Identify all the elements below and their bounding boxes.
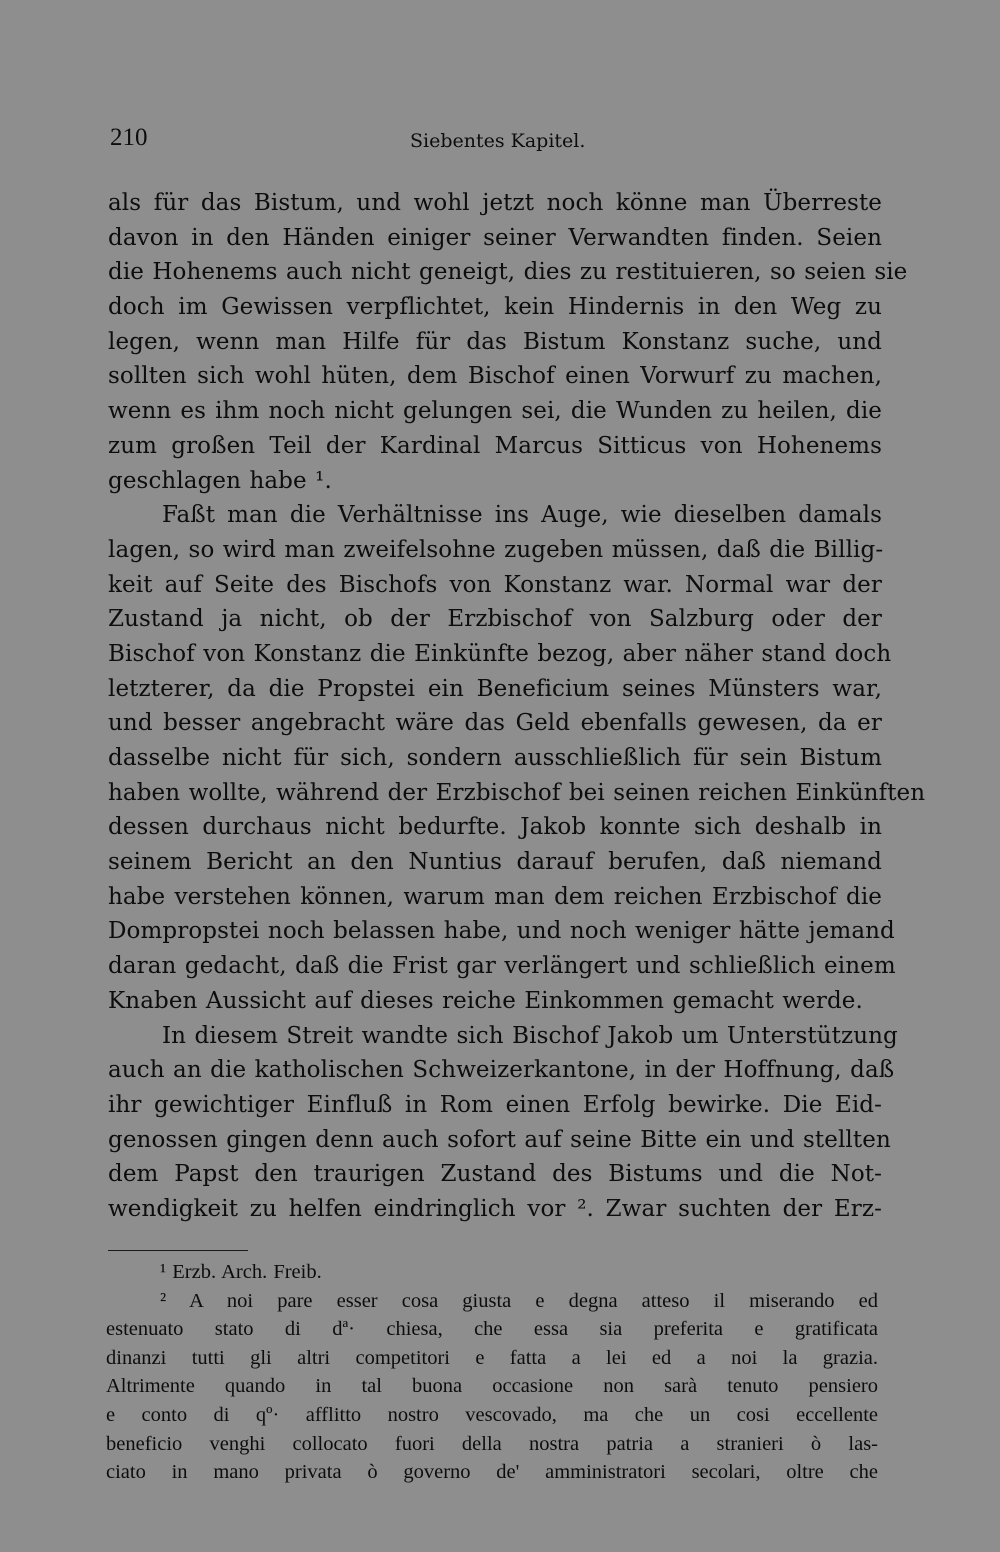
text-line: daran gedacht, daß die Frist gar verlängert und schließlich einem — [108, 953, 896, 980]
text-line: Faßt man die Verhältnisse ins Auge, wie dieselben damals — [162, 502, 882, 529]
text-line: Zustand ja nicht, ob der Erzbischof von Salzburg oder der — [108, 606, 882, 633]
footnote-line: ² A noi pare esser cosa giusta e degna atteso il miserando ed — [160, 1289, 878, 1312]
text-line: geschlagen habe ¹. — [108, 467, 332, 494]
text-line: legen, wenn man Hilfe für das Bistum Konstanz suche, und — [108, 328, 882, 355]
text-line: letzterer, da die Propstei ein Beneficium seines Münsters war, — [108, 675, 882, 702]
text-line: zum großen Teil der Kardinal Marcus Sitticus von Hohenems — [108, 432, 882, 459]
footnote-line: ¹ Erzb. Arch. Freib. — [160, 1261, 322, 1283]
footnote-line: beneficio venghi collocato fuori della nostra patria a stranieri ò las- — [106, 1432, 878, 1455]
running-head: Siebentes Kapitel. — [410, 130, 586, 152]
text-line: auch an die katholischen Schweizerkantone, in der Hoffnung, daß — [108, 1057, 895, 1084]
text-line: die Hohenems auch nicht geneigt, dies zu restituieren, so seien sie — [108, 259, 908, 286]
footnote-divider — [108, 1250, 248, 1251]
text-line: sollten sich wohl hüten, dem Bischof einen Vorwurf zu machen, — [108, 363, 882, 390]
text-line: als für das Bistum, und wohl jetzt noch könne man Überreste — [108, 190, 882, 216]
text-line: Bischof von Konstanz die Einkünfte bezog, aber näher stand doch — [108, 640, 892, 667]
footnote-line: dinanzi tutti gli altri competitori e fatta a lei ed a noi la grazia. — [106, 1346, 878, 1369]
text-line: Dompropstei noch belassen habe, und noch weniger hätte jemand — [108, 918, 895, 945]
text-line: dem Papst den traurigen Zustand des Bistums und die Not- — [108, 1161, 882, 1188]
text-line: haben wollte, während der Erzbischof bei seinen reichen Einkünften — [108, 779, 926, 806]
footnote-line: ciato in mano privata ò governo de' amministratori secolari, oltre che — [106, 1461, 878, 1484]
text-line: und besser angebracht wäre das Geld ebenfalls gewesen, da er — [108, 710, 882, 737]
page-number: 210 — [110, 124, 148, 151]
footnotes — [106, 1258, 878, 1487]
text-line: wendigkeit zu helfen eindringlich vor ². Zwar suchten der Erz- — [108, 1195, 882, 1222]
text-line: keit auf Seite des Bischofs von Konstanz war. Normal war der — [108, 571, 882, 598]
text-line: ihr gewichtiger Einfluß in Rom einen Erfolg bewirke. Die Eid- — [108, 1091, 882, 1118]
text-line: davon in den Händen einiger seiner Verwandten finden. Seien — [108, 224, 882, 251]
text-line: habe verstehen können, warum man dem reichen Erzbischof die — [108, 883, 882, 910]
text-line: Knaben Aussicht auf dieses reiche Einkommen gemacht werde. — [108, 987, 863, 1014]
footnote-line: estenuato stato di dª· chiesa, che essa sia preferita e gratificata — [106, 1318, 878, 1341]
text-line: wenn es ihm noch nicht gelungen sei, die Wunden zu heilen, die — [108, 398, 882, 425]
text-line: dessen durchaus nicht bedurfte. Jakob konnte sich deshalb in — [108, 814, 882, 841]
text-line: dasselbe nicht für sich, sondern ausschließlich für sein Bistum — [108, 745, 882, 771]
text-line: genossen gingen denn auch sofort auf seine Bitte ein und stellten — [108, 1126, 891, 1153]
footnote-line: e conto di qº· afflitto nostro vescovado, ma che un cosi eccellente — [106, 1403, 878, 1426]
body-text — [108, 186, 926, 1227]
footnote-line: Altrimente quando in tal buona occasione non sarà tenuto pensiero — [106, 1375, 878, 1398]
text-line: doch im Gewissen verpflichtet, kein Hindernis in den Weg zu — [108, 294, 882, 321]
text-line: In diesem Streit wandte sich Bischof Jakob um Unterstützung — [162, 1022, 898, 1049]
text-line: seinem Bericht an den Nuntius darauf berufen, daß niemand — [108, 849, 882, 876]
text-line: lagen, so wird man zweifelsohne zugeben müssen, daß die Billig- — [108, 536, 884, 563]
page-header — [110, 124, 880, 160]
